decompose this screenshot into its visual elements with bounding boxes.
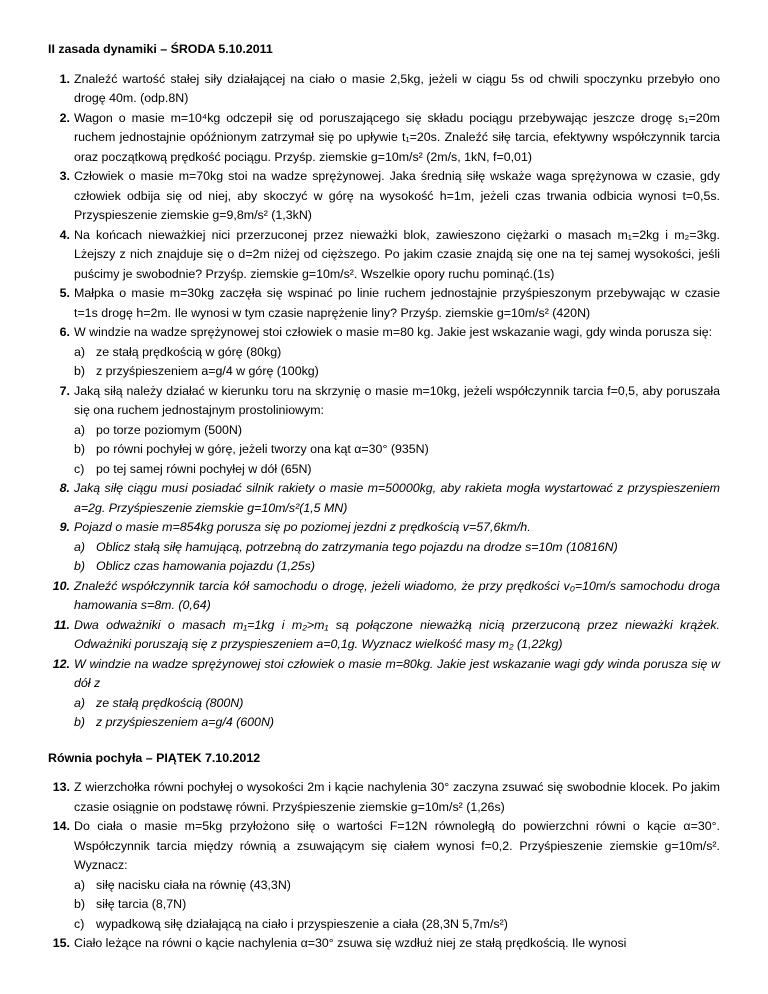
problem-body bbox=[74, 109, 720, 168]
problem-body bbox=[74, 70, 720, 109]
sub-item-text: siłę nacisku ciała na równię (43,3N) bbox=[96, 877, 291, 892]
problem-number: 13. bbox=[52, 780, 70, 794]
sub-item bbox=[48, 915, 720, 935]
problem-item bbox=[48, 479, 720, 518]
sub-item-text: z przyśpieszeniem a=g/4 (600N) bbox=[96, 715, 275, 729]
problem-number: 3. bbox=[59, 169, 70, 183]
problem-number: 10. bbox=[52, 578, 70, 593]
problem-body bbox=[74, 577, 720, 616]
sub-item-text: Oblicz stałą siłę hamującą, potrzebną do zatrzymania tego pojazdu na drodze s=10m (10816N) bbox=[96, 539, 618, 554]
problem-number: 15. bbox=[52, 936, 70, 950]
problem-list-dynamics bbox=[48, 70, 720, 733]
problem-item bbox=[48, 655, 720, 694]
problem-item bbox=[48, 382, 720, 421]
sub-item-label: a) bbox=[74, 422, 86, 437]
sub-item-label: b) bbox=[74, 442, 86, 456]
problem-text: Człowiek o masie m=70kg stoi na wadze sprężynowej. Jaka średnią siłę wskaże waga sprężynowa w czasie, gdy człowiek odbija się od niej, aby skoczyć w górę na wysokość h=1m, jeżeli czas trwania odbicia wynosi t=0,5s. Przyspieszenie ziemskie g=9,8m/s² (1,3kN) bbox=[74, 169, 720, 222]
sub-item-label: c) bbox=[74, 916, 85, 931]
problem-number: 11. bbox=[53, 617, 70, 632]
sub-item bbox=[48, 557, 720, 577]
problem-body bbox=[74, 616, 720, 655]
problem-body bbox=[74, 323, 720, 343]
problem-text: Pojazd o masie m=854kg porusza się po poziomej jezdni z prędkością v=57,6km/h. bbox=[74, 520, 531, 534]
sub-item-label: a) bbox=[74, 344, 86, 359]
sub-item-text: po torze poziomym (500N) bbox=[96, 422, 242, 437]
problem-item bbox=[48, 577, 720, 616]
problem-body bbox=[74, 479, 720, 518]
problem-number: 9. bbox=[59, 520, 70, 534]
problem-body bbox=[74, 778, 720, 817]
problem-item bbox=[48, 934, 720, 954]
sub-item-label: a) bbox=[74, 877, 86, 892]
problem-text: Wagon o masie m=10⁴kg odczepił się od poruszającego się składu pociągu przebywając jeszcze drogę s₁=20m ruchem jednostajnie opóźnionym zatrzymał się po upływie t₁=20s. Znaleźć siłę tarcia, efektywny współczynnik tarcia oraz początkową prędkość pociągu. Przyśp. ziemskie g=10m/s² (2m/s, 1kN, f=0,01) bbox=[74, 110, 720, 164]
problem-item bbox=[48, 323, 720, 343]
sub-item bbox=[48, 343, 720, 363]
section-title-dynamics: II zasada dynamiki – ŚRODA 5.10.2011 bbox=[48, 42, 273, 56]
problem-item bbox=[48, 109, 720, 168]
problem-number: 1. bbox=[59, 71, 70, 86]
problem-item bbox=[48, 518, 720, 538]
problem-body bbox=[74, 655, 720, 694]
sub-item bbox=[48, 713, 720, 733]
problem-text: W windzie na wadze sprężynowej stoi człowiek o masie m=80 kg. Jakie jest wskazanie wagi, gdy winda porusza się: bbox=[74, 325, 713, 339]
section-title-inclined-plane: Równia pochyła – PIĄTEK 7.10.2012 bbox=[48, 750, 261, 765]
sub-item-label: b) bbox=[74, 559, 86, 573]
problem-text: Znaleźć współczynnik tarcia kół samochodu o drogę, jeżeli wiadomo, że przy prędkości v₀=10m/s samochodu droga hamowania s=8m. (0,64) bbox=[74, 578, 720, 612]
sub-item-label: a) bbox=[74, 695, 86, 710]
problem-text: Na końcach nieważkiej nici przerzuconej przez nieważki blok, zawieszono ciężarki o masach m₁=2kg i m₂=3kg. Lżejszy z nich znajduje się o d=2m niżej od cięższego. Po jakim czasie znajdą się one na tej samej wysokości, jeśli puścimy je swobodnie? Przyśp. ziemskie g=10m/s². Wszelkie opory ruchu pominąć.(1s) bbox=[74, 227, 720, 281]
sub-item bbox=[48, 538, 720, 558]
problem-item bbox=[48, 70, 720, 109]
problem-item bbox=[48, 778, 720, 817]
problem-body bbox=[74, 226, 720, 285]
sub-item-text: siłę tarcia (8,7N) bbox=[96, 897, 187, 911]
problem-number: 7. bbox=[59, 383, 70, 398]
problem-text: Znaleźć wartość stałej siły działającej na ciało o masie 2,5kg, jeżeli w ciągu 5s od chwili spoczynku przebyło ono drogę 40m. (odp.8N) bbox=[74, 71, 720, 105]
problem-body bbox=[74, 284, 720, 323]
problem-item bbox=[48, 284, 720, 323]
sub-item-label: b) bbox=[74, 897, 86, 911]
problem-number: 14. bbox=[52, 819, 70, 833]
problem-number: 6. bbox=[59, 325, 70, 339]
problem-item bbox=[48, 167, 720, 226]
problem-text: Do ciała o masie m=5kg przyłożono siłę o wartości F=12N równoległą do powierzchni równi o kącie α=30°. Współczynnik tarcia między równią a zsuwającym się ciałem wynosi f=0,2. Przyśpieszenie ziemskie g=10m/s². Wyznacz: bbox=[74, 819, 720, 872]
problem-text: Z wierzchołka równi pochyłej o wysokości 2m i kącie nachylenia 30° zaczyna zsuwać się swobodnie klocek. Po jakim czasie osiągnie on podstawę równi. Przyśpieszenie ziemskie g=10m/s² (1,26s) bbox=[74, 780, 720, 814]
sub-item-text: po równi pochyłej w górę, jeżeli tworzy ona kąt α=30° (935N) bbox=[96, 442, 429, 456]
sub-item-label: b) bbox=[74, 715, 86, 729]
sub-item-text: ze stałą prędkością w górę (80kg) bbox=[96, 344, 282, 359]
sub-item-text: wypadkową siłę działającą na ciało i przyspieszenie a ciała (28,3N 5,7m/s²) bbox=[96, 916, 508, 931]
problem-item bbox=[48, 616, 720, 655]
sub-item-label: c) bbox=[74, 461, 85, 476]
problem-body bbox=[74, 518, 720, 538]
sub-item-text: Oblicz czas hamowania pojazdu (1,25s) bbox=[96, 559, 316, 573]
problem-body bbox=[74, 382, 720, 421]
problem-text: Jaką siłą należy działać w kierunku toru na skrzynię o masie m=10kg, jeżeli współczynnik tarcia f=0,5, aby poruszała się ona ruchem jednostajnym prostoliniowym: bbox=[74, 383, 720, 417]
problem-item bbox=[48, 226, 720, 285]
sub-item-text: po tej samej równi pochyłej w dół (65N) bbox=[96, 461, 312, 476]
sub-item bbox=[48, 440, 720, 460]
problem-text: W windzie na wadze sprężynowej stoi człowiek o masie m=80kg. Jakie jest wskazanie wagi gdy winda porusza się w dół z bbox=[74, 656, 720, 690]
sub-item bbox=[48, 362, 720, 382]
problem-number: 12. bbox=[52, 656, 70, 671]
sub-item bbox=[48, 694, 720, 714]
problem-body bbox=[74, 934, 720, 954]
problem-body bbox=[74, 817, 720, 876]
sub-item bbox=[48, 876, 720, 896]
sub-item bbox=[48, 421, 720, 441]
sub-item bbox=[48, 460, 720, 480]
sub-item-text: z przyśpieszeniem a=g/4 w górę (100kg) bbox=[96, 364, 319, 378]
sub-item-text: ze stałą prędkością (800N) bbox=[96, 695, 244, 710]
problem-list-inclined-plane bbox=[48, 778, 720, 954]
problem-item bbox=[48, 817, 720, 876]
sub-item-label: b) bbox=[74, 364, 86, 378]
sub-item-label: a) bbox=[74, 539, 86, 554]
problem-text: Dwa odważniki o masach m₁=1kg i m₂>m₁ są połączone nieważką nicią przerzuconą przez nieważki krążek. Odważniki poruszają się z przyspieszeniem a=0,1g. Wyznacz wielkość masy m₂ (1,22kg) bbox=[74, 617, 720, 651]
problem-text: Małpka o masie m=30kg zaczęła się wspinać po linie ruchem jednostajnie przyśpieszonym przebywając w czasie t=1s drogę h=2m. Ile wynosi w tym czasie naprężenie liny? Przyśp. ziemskie g=10m/s² (420N) bbox=[74, 286, 720, 320]
sub-item bbox=[48, 895, 720, 915]
problem-text: Ciało leżące na równi o kącie nachylenia α=30° zsuwa się wzdłuż niej ze stałą prędkością. Ile wynosi bbox=[74, 936, 627, 950]
problem-number: 5. bbox=[59, 286, 70, 300]
problem-number: 4. bbox=[59, 227, 70, 242]
problem-number: 8. bbox=[59, 481, 70, 495]
problem-number: 2. bbox=[59, 110, 70, 125]
problem-text: Jaką siłę ciągu musi posiadać silnik rakiety o masie m=50000kg, aby rakieta mogła wystartować z przyspieszeniem a=2g. Przyśpieszenie ziemskie g=10m/s²(1,5 MN) bbox=[74, 481, 720, 515]
problem-body bbox=[74, 167, 720, 226]
document-page bbox=[48, 40, 720, 954]
